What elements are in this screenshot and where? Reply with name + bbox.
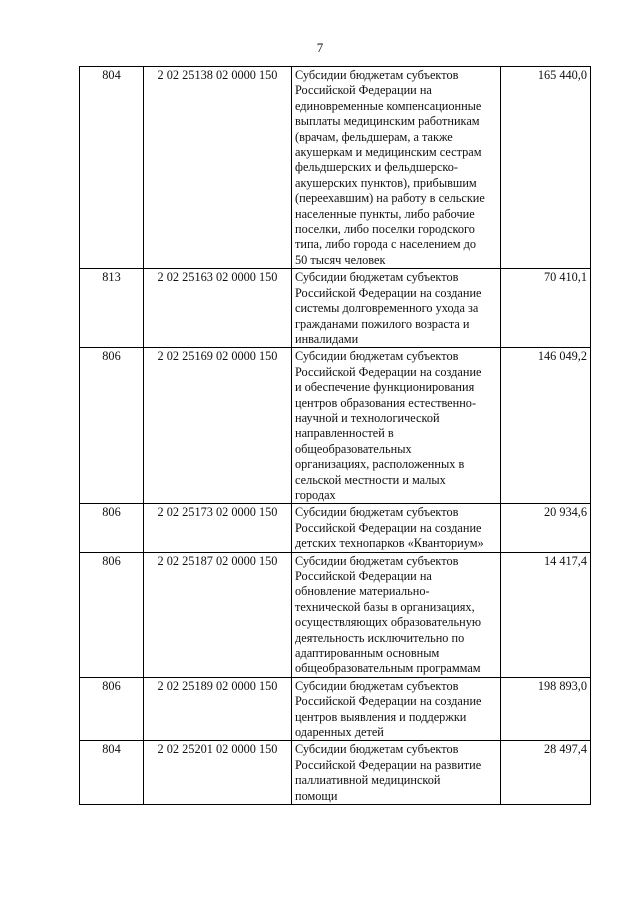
amount-cell: 146 049,2 <box>501 348 591 504</box>
amount-cell: 20 934,6 <box>501 504 591 552</box>
budget-classification-code-cell: 2 02 25169 02 0000 150 <box>144 348 292 504</box>
revenue-name-line: (переехавшим) на работу в сельские <box>295 191 485 206</box>
revenue-name-cell <box>292 552 501 677</box>
revenue-name-line: фельдшерских и фельдшерско- <box>295 160 458 175</box>
admin-code-cell: 806 <box>80 504 144 552</box>
revenue-name-line: общеобразовательных <box>295 441 412 456</box>
table-row <box>80 741 591 805</box>
revenue-name-line: одаренных детей <box>295 725 384 740</box>
revenue-name-line: Российской Федерации на <box>295 569 432 583</box>
admin-code-cell: 804 <box>80 741 144 805</box>
revenue-name-line: Субсидии бюджетам субъектов <box>295 68 459 82</box>
table-row <box>80 269 591 348</box>
revenue-name-line: адаптированным основным <box>295 646 440 661</box>
revenue-name-line: организациях, расположенных в <box>295 457 465 472</box>
revenue-name-line: осуществляющих образовательную <box>295 615 482 630</box>
budget-classification-code-cell: 2 02 25189 02 0000 150 <box>144 677 292 741</box>
amount-cell: 70 410,1 <box>501 269 591 348</box>
revenue-name-line: центров выявления и поддержки <box>295 709 467 724</box>
revenue-name-line: инвалидами <box>295 331 359 346</box>
revenue-name-line: Субсидии бюджетам субъектов <box>295 505 459 520</box>
revenue-name-line: типа, либо города с населением до <box>295 237 477 252</box>
revenue-name-line: населенные пункты, либо рабочие <box>295 206 475 221</box>
revenue-name-line: и обеспечение функционирования <box>295 380 475 395</box>
budget-classification-code-cell: 2 02 25138 02 0000 150 <box>144 67 292 269</box>
revenue-name-cell <box>292 67 501 269</box>
revenue-name-line: Субсидии бюджетам субъектов <box>295 742 459 757</box>
revenue-name-line: поселки, либо поселки городского <box>295 222 475 237</box>
table-row <box>80 504 591 552</box>
revenue-name-cell <box>292 348 501 504</box>
table-row <box>80 552 591 677</box>
revenue-name-line: акушеркам и медицинским сестрам <box>295 145 482 160</box>
revenue-name-cell <box>292 677 501 741</box>
revenue-name-line: городах <box>295 487 336 502</box>
revenue-name-line: сельской местности и малых <box>295 472 446 487</box>
revenue-name-line: Субсидии бюджетам субъектов <box>295 678 459 693</box>
revenue-name-line: Субсидии бюджетам субъектов <box>295 270 459 285</box>
revenue-name-line: Российской Федерации на развитие <box>295 757 482 772</box>
revenue-name-line: технической базы в организациях, <box>295 599 475 614</box>
revenue-name-line: общеобразовательным программам <box>295 661 481 676</box>
revenue-name-line: деятельность исключительно по <box>295 630 465 645</box>
amount-cell: 198 893,0 <box>501 677 591 741</box>
revenue-name-line: центров образования естественно- <box>295 395 477 410</box>
budget-table-body <box>80 67 591 805</box>
table-row <box>80 67 591 269</box>
revenue-name-line: (врачам, фельдшерам, а также <box>295 129 453 144</box>
budget-classification-code-cell: 2 02 25187 02 0000 150 <box>144 552 292 677</box>
budget-table <box>79 66 591 805</box>
revenue-name-line: детских технопарков «Кванториум» <box>295 536 484 551</box>
revenue-name-line: Российской Федерации на создание <box>295 364 482 379</box>
revenue-name-line: единовременные компенсационные <box>295 98 482 113</box>
admin-code-cell: 806 <box>80 677 144 741</box>
revenue-name-line: направленностей в <box>295 426 394 441</box>
revenue-name-line: научной и технологической <box>295 410 440 425</box>
page-number: 7 <box>316 40 324 55</box>
revenue-name-line: паллиативной медицинской <box>295 773 441 788</box>
table-row <box>80 677 591 741</box>
budget-classification-code-cell: 2 02 25173 02 0000 150 <box>144 504 292 552</box>
revenue-name-cell <box>292 741 501 805</box>
revenue-name-line: Российской Федерации на <box>295 83 432 98</box>
admin-code-cell: 806 <box>80 552 144 677</box>
admin-code-cell: 806 <box>80 348 144 504</box>
revenue-name-line: гражданами пожилого возраста и <box>295 316 470 331</box>
revenue-name-line: Российской Федерации на создание <box>295 285 482 300</box>
budget-classification-code-cell: 2 02 25163 02 0000 150 <box>144 269 292 348</box>
budget-classification-code-cell: 2 02 25201 02 0000 150 <box>144 741 292 805</box>
amount-cell: 14 417,4 <box>501 552 591 677</box>
revenue-name-cell <box>292 269 501 348</box>
revenue-name-line: 50 тысяч человек <box>295 252 386 267</box>
revenue-name-cell <box>292 504 501 552</box>
revenue-name-line: Российской Федерации на создание <box>295 694 482 709</box>
revenue-name-line: Российской Федерации на создание <box>295 520 482 535</box>
revenue-name-line: системы долговременного ухода за <box>295 301 479 316</box>
admin-code-cell: 804 <box>80 67 144 269</box>
table-row <box>80 348 591 504</box>
revenue-name-line: выплаты медицинским работникам <box>295 114 480 129</box>
admin-code-cell: 813 <box>80 269 144 348</box>
revenue-name-line: помощи <box>295 788 338 803</box>
revenue-name-line: Субсидии бюджетам субъектов <box>295 349 459 364</box>
revenue-name-line: акушерских пунктов), прибывшим <box>295 175 477 190</box>
amount-cell: 28 497,4 <box>501 741 591 805</box>
revenue-name-line: обновление материально- <box>295 584 430 599</box>
revenue-name-line: Субсидии бюджетам субъектов <box>295 553 459 568</box>
amount-cell: 165 440,0 <box>501 67 591 269</box>
